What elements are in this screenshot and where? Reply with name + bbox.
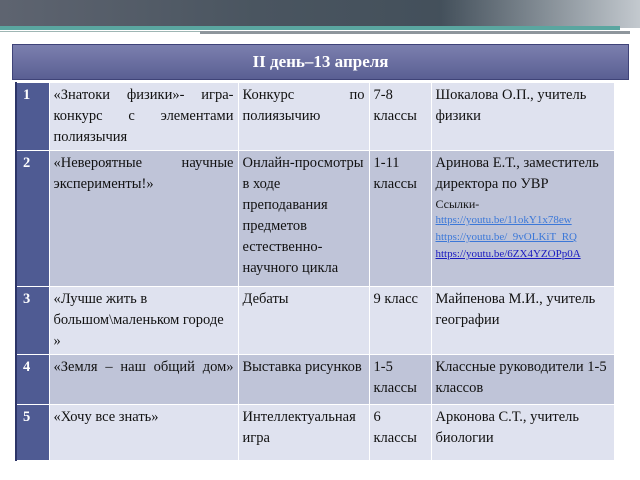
grades-cell: 6 классы bbox=[369, 405, 431, 461]
header-shine bbox=[440, 0, 640, 28]
event-cell: «Хочу все знать» bbox=[49, 405, 238, 461]
accent-line-gray bbox=[200, 31, 630, 34]
row-number: 4 bbox=[16, 355, 49, 405]
youtube-link-1[interactable]: https://youtu.be/11okY1x78ew bbox=[435, 214, 572, 226]
form-cell: Дебаты bbox=[238, 287, 369, 355]
youtube-link-2[interactable]: https://youtu.be/_9vOLKiT_RQ bbox=[435, 231, 577, 243]
table-row bbox=[16, 287, 614, 355]
event-cell: «Знатоки физики»- игра-конкурс с элементами полиязычия bbox=[49, 83, 238, 151]
schedule-table bbox=[15, 82, 615, 461]
table-row bbox=[16, 405, 614, 461]
row-number: 5 bbox=[16, 405, 49, 461]
table-row bbox=[16, 151, 614, 287]
responsible-cell: Классные руководители 1-5 классов bbox=[431, 355, 614, 405]
table-row bbox=[16, 355, 614, 405]
slide-title: II день–13 апреля bbox=[12, 44, 629, 80]
accent-line-thin bbox=[0, 31, 200, 32]
responsible-cell bbox=[431, 151, 614, 287]
responsible-cell: Майпенова М.И., учитель географии bbox=[431, 287, 614, 355]
event-cell: «Лучше жить в большом\маленьком городе » bbox=[49, 287, 238, 355]
table-row bbox=[16, 83, 614, 151]
row-number: 2 bbox=[16, 151, 49, 287]
form-cell: Конкурс по полиязычию bbox=[238, 83, 369, 151]
youtube-link-3[interactable]: https://youtu.be/6ZX4YZOPp0A bbox=[435, 248, 581, 260]
grades-cell: 7-8 классы bbox=[369, 83, 431, 151]
responsible-cell: Арконова С.Т., учитель биологии bbox=[431, 405, 614, 461]
form-cell: Онлайн-просмотры в ходе преподавания предметов естественно-научного цикла bbox=[238, 151, 369, 287]
links-label: Ссылки- bbox=[435, 197, 480, 211]
grades-cell: 1-11 классы bbox=[369, 151, 431, 287]
responsible-cell: Шокалова О.П., учитель физики bbox=[431, 83, 614, 151]
row-number: 3 bbox=[16, 287, 49, 355]
event-cell: «Земля – наш общий дом» bbox=[49, 355, 238, 405]
form-cell: Выставка рисунков bbox=[238, 355, 369, 405]
grades-cell: 1-5 классы bbox=[369, 355, 431, 405]
form-cell: Интеллектуальная игра bbox=[238, 405, 369, 461]
header-band bbox=[0, 0, 640, 28]
row-number: 1 bbox=[16, 83, 49, 151]
responsible-text: Аринова Е.Т., заместитель директора по УВР bbox=[435, 155, 599, 192]
accent-line-teal bbox=[0, 26, 620, 30]
grades-cell: 9 класс bbox=[369, 287, 431, 355]
event-cell: «Невероятные научные эксперименты!» bbox=[49, 151, 238, 287]
